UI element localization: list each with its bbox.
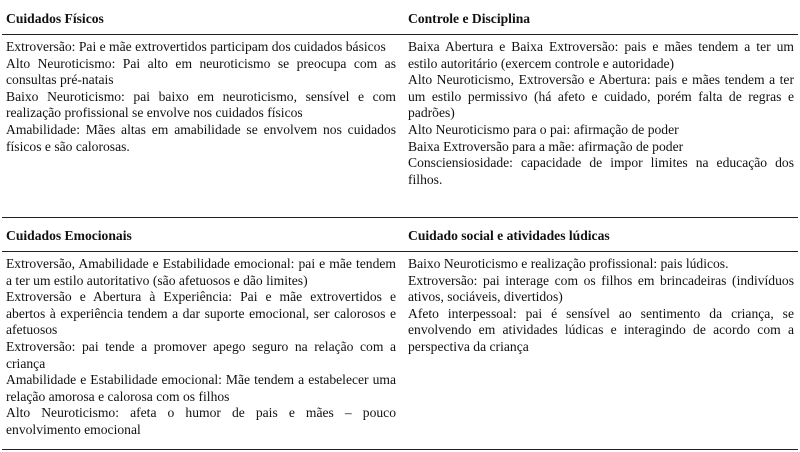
social-play-cell [402,256,798,356]
control-discipline-entry: Baixa Extroversão para a mãe: afirmação de poder [408,138,684,154]
physical-care-entry: Extroversão: Pai e mãe extrovertidos participam dos cuidados básicos [6,39,386,54]
physical-care-entry: Alto Neuroticismo: Pai alto em neuroticismo se preocupa com as consultas pré-natais [6,55,396,88]
heading-social-play: Cuidado social e atividades lúdicas [408,228,610,243]
physical-care-cell [0,39,400,155]
control-discipline-entry: Alto Neuroticismo, Extroversão e Abertura: pais e mães tendem a ter um estilo permissivo (há afeto e cuidado, porém falta de regras e padrões) [408,72,794,121]
physical-care-entry: Amabilidade: Mães altas em amabilidade se envolvem nos cuidados físicos e são calorosas. [6,121,396,154]
emotional-care-entry: Extroversão: pai tende a promover apego seguro na relação com a criança [6,338,396,371]
physical-care-entry: Baixo Neuroticismo: pai baixo em neuroticismo, sensível e com realização profissional se envolve nos cuidados físicos [6,88,396,121]
emotional-care-entry: Extroversão e Abertura à Experiência: Pai e mãe extrovertidos e abertos à experiência tendem a dar suporte emocional, ser calorosos e afetuosos [6,289,396,338]
heading-control-discipline: Controle e Disciplina [408,11,531,26]
emotional-care-cell [0,256,400,439]
header-rule-top [2,34,798,35]
social-play-entry: Afeto interpessoal: pai é sensível ao sentimento da criança, se envolvendo em atividades lúdicas e interagindo de acordo com a perspectiva da criança [408,305,794,354]
control-discipline-cell [402,39,798,188]
emotional-care-entry: Extroversão, Amabilidade e Estabilidade emocional: pai e mãe tendem a ter um estilo autoritativo (são afetuosos e dão limites) [6,256,396,288]
emotional-care-entry: Alto Neuroticismo: afeta o humor de pais e mães – pouco envolvimento emocional [6,405,396,437]
social-play-entry: Extroversão: pai interage com os filhos em brincadeiras (indivíduos ativos, sociáveis, divertidos) [408,272,794,305]
social-play-entry: Baixo Neuroticismo e realização profissional: pais lúdicos. [408,256,729,271]
table-bottom-rule [2,449,798,450]
control-discipline-entry: Alto Neuroticismo para o pai: afirmação de poder [408,121,679,137]
heading-emotional-care: Cuidados Emocionais [6,228,132,243]
header-rule-bottom [2,251,798,252]
emotional-care-entry: Amabilidade e Estabilidade emocional: Mãe tendem a estabelecer uma relação amorosa e calorosa com os filhos [6,372,396,404]
heading-physical-care: Cuidados Físicos [6,11,104,26]
section-rule [2,217,798,218]
control-discipline-entry: Consciensiosidade: capacidade de impor limites na educação dos filhos. [408,155,794,187]
control-discipline-entry: Baixa Abertura e Baixa Extroversão: pais e mães tendem a ter um estilo autoritário (exercem controle e autoridade) [408,39,794,71]
